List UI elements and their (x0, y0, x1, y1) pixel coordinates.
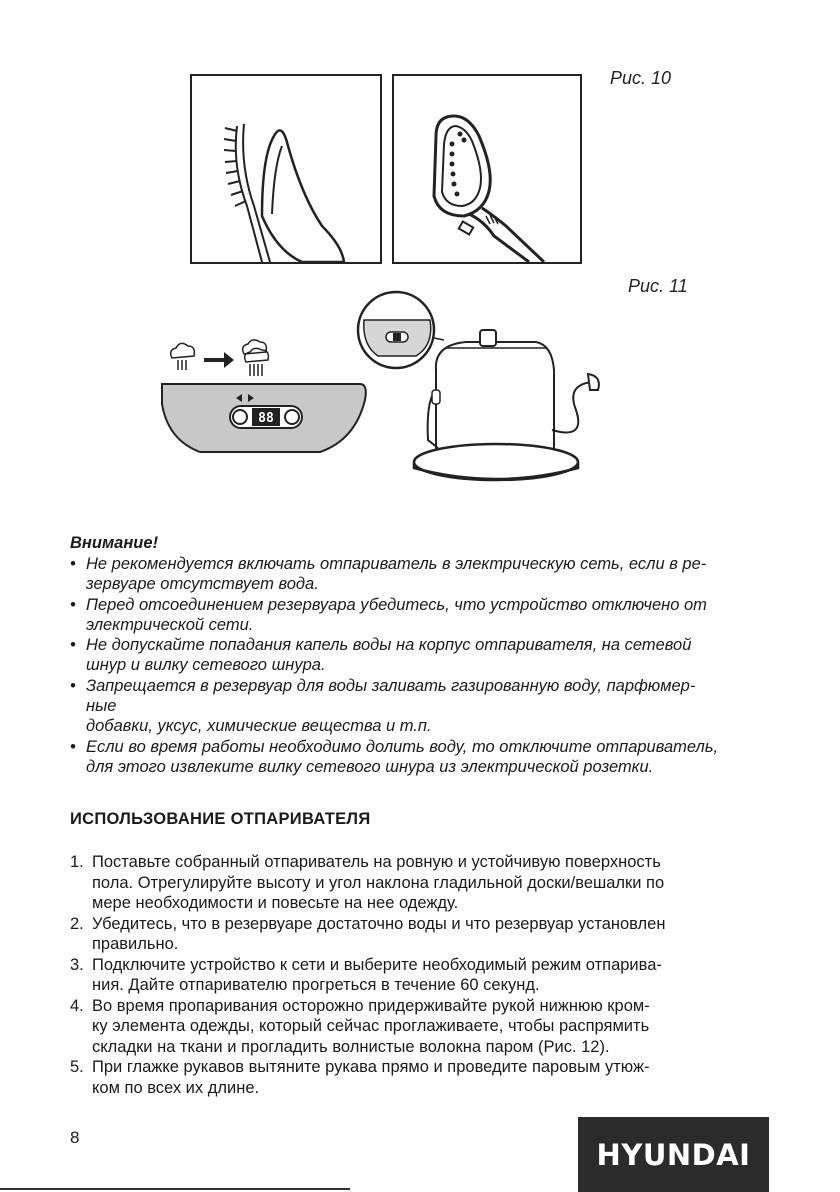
warning-item-text: Если во время работы необходимо долить воду, то отключите отпариватель, для этого извлеките вилку сетевого шнура из электрической розетки. (86, 737, 719, 776)
display-digits: 88 (258, 411, 274, 426)
step-number: 4. (70, 996, 84, 1015)
usage-step (70, 914, 760, 955)
usage-step (70, 955, 760, 996)
warning-item-text: Не допускайте попадания капель воды на корпус отпаривателя, на сетевой шнур и вилку сетевого шнура. (86, 636, 692, 675)
footer-divider (0, 1188, 350, 1190)
fig10-caption: Рис. 10 (610, 68, 672, 88)
usage-steps-list (70, 852, 760, 1098)
iron-soleplate-illustration (394, 76, 580, 262)
usage-section-title: ИСПОЛЬЗОВАНИЕ ОТПАРИВАТЕЛЯ (70, 810, 371, 828)
iron-with-brush-illustration (192, 76, 380, 262)
brand-logo (578, 1117, 769, 1192)
page-number: 8 (70, 1128, 80, 1147)
step-text: При глажке рукавов вытяните рукава прямо и проведите паровым утюж- ком по всех их длине. (92, 1058, 650, 1097)
usage-step (70, 1057, 760, 1098)
warning-item (70, 554, 760, 595)
single-steam-icon (171, 343, 195, 358)
bullet-icon: • (70, 737, 76, 756)
arrow-right-icon (204, 352, 234, 368)
step-number: 3. (70, 955, 84, 974)
bullet-icon: • (70, 676, 76, 695)
bullet-icon: • (70, 595, 76, 614)
warning-item-text: Запрещается в резервуар для воды заливать газированную воду, парфюмер- ные добавки, уксус, химические вещества и т.п. (86, 676, 696, 736)
double-steam-icon (243, 340, 267, 354)
bullet-icon: • (70, 555, 76, 573)
step-text: Во время пропаривания осторожно придерживайте рукой нижнюю кром- ку элемента одежды, который сейчас проглаживаете, чтобы распрямить складки на ткани и прогладить волнистые волокна паром (Рис. 12). (92, 996, 650, 1056)
warning-item-text: Не рекомендуется включать отпариватель в электрическую сеть, если в ре- зервуаре отсутствует вода. (86, 555, 707, 594)
fig11-caption: Рис. 11 (628, 276, 688, 296)
usage-step (70, 852, 760, 914)
warning-item (70, 595, 760, 636)
plus-button-icon (285, 410, 299, 424)
warning-item (70, 737, 760, 778)
step-number: 2. (70, 914, 84, 933)
usage-step (70, 996, 760, 1058)
steam-mode-icons (166, 338, 276, 378)
fig10-left-panel (190, 74, 382, 264)
warning-item (70, 676, 760, 737)
step-text: Поставьте собранный отпариватель на ровную и устойчивую поверхность пола. Отрегулируйте высоту и угол наклона гладильной доски/вешалки по мере необходимости и повесьте на нее одежду. (92, 853, 665, 912)
steamer-base-illustration (356, 290, 606, 486)
control-panel-illustration (160, 380, 370, 460)
step-number: 5. (70, 1058, 84, 1076)
warning-item (70, 635, 760, 676)
warning-list (70, 554, 760, 777)
fig10-right-panel (392, 74, 582, 264)
minus-button-icon (233, 410, 247, 424)
step-text: Убедитесь, что в резервуаре достаточно воды и что резервуар установлен правильно. (92, 914, 666, 953)
plug-icon (588, 374, 599, 390)
bullet-icon: • (70, 636, 76, 655)
step-number: 1. (70, 853, 84, 871)
warning-title: Внимание! (70, 534, 159, 552)
brand-logo-text: HYUNDAI (596, 1137, 751, 1172)
warning-item-text: Перед отсоединением резервуара убедитесь, что устройство отключено от электрической сети. (86, 595, 707, 634)
step-text: Подключите устройство к сети и выберите необходимый режим отпарива- ния. Дайте отпаривателю прогреться в течение 60 секунд. (92, 955, 662, 994)
